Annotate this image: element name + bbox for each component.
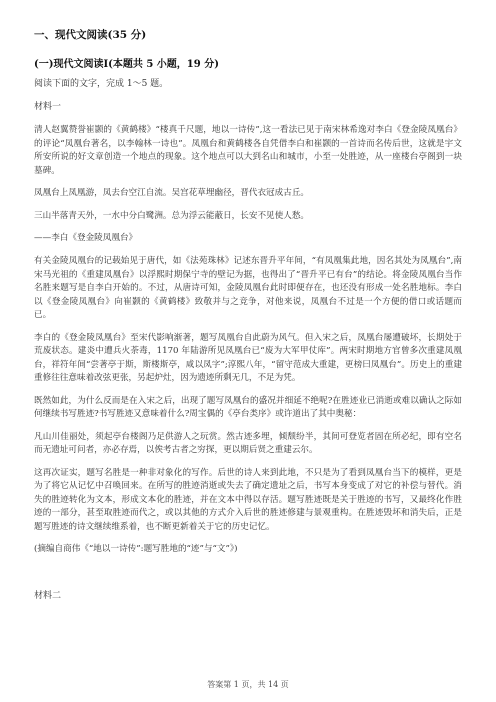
source-citation: (摘编自商伟《“地以一诗传”:题写胜地的“迹”与“文”》): [34, 544, 238, 554]
subsection-title: (一)现代文阅读Ⅰ(本题共 5 小题，19 分): [34, 59, 219, 70]
paragraph-4: 既然如此，为什么反而是在入宋之后，出现了题写凤凰台的盛况并细延不绝呢?在胜迹业已消逝或难以确认之际如何继续书写胜迹?书写胜迹又意味着什么?周宝偶的《亭台类序》或许道出了其中奥秘：: [34, 395, 462, 419]
paragraph-1: 清人赵翼赞誉崔颢的《黄鹤楼》“楼真千尺题，地以一诗传”,这一看法已见于南宋林希逸对李白《登金陵凤凰台》的评论“凤凰台著名，以李翰林一诗也”。凤凰台和黄鹤楼各自凭借李白和崔颢的一首诗而名传后世，这就是宇文所安所说的好文章创造一个地点的现象。这个地点可以大到名山和城市，小至一处胜迹，从一座楼台亭阁到一块墓碑。: [34, 125, 462, 176]
material-one-label: 材料一: [34, 102, 62, 112]
paragraph-5: 这再次证实，题写名胜是一种非对象化的写作。后世的诗人来到此地，不只是为了看到凤凰台当下的模样，更是为了将它从记忆中召唤回来。在所写的胜迹消逝或失去了确定遗址之后，书写本身变成了对它的补偿与替代。消失的胜迹转化为文本，形成文本化的胜迹，并在文本中得以存活。题写胜迹既是关于胜迹的书写，又最终化作胜迹的一部分，甚至取胜迹而代之，或以其他的方式介入后世的胜迹修建与景观重构。在胜迹毁坏和消失后，正是题写胜迹的诗文继续维系着，也不断更新着关于它的历史记忆。: [34, 467, 462, 532]
poem-line-1: 凤凰台上凤凰游，凤去台空江自流。吴宫花草埋幽径，晋代衣冠成古丘。: [34, 188, 310, 198]
poem-attribution: ——李白《登金陵凤凰台》: [34, 233, 138, 243]
instruction-text: 阅读下面的文字，完成 1～5 题。: [34, 79, 169, 89]
material-two-label: 材料二: [34, 591, 62, 601]
poem-line-2: 三山半落青天外，一水中分白鹭洲。总为浮云能蔽日，长安不见使人愁。: [34, 210, 310, 221]
page-footer: 答案第 1 页，共 14 页: [207, 680, 289, 689]
paragraph-2: 有关金陵凤凰台的记载始见于唐代，如《法苑珠林》记述东晋升平年间，“有凤凰集此地，因名其处为凤凰台”,南宋马光祖的《重建凤凰台》以浮熙时期保宁寺的壁记为据，也得出了“晋升平已有台”的结论。将金陵凤凰台当作名胜来题写是自李白开始的。不过，从唐诗可知，金陵凤凰台此时即便存在，也还没有形成一处名胜地标。李白以《登金陵凤凰台》向崔颢的《黄鹤楼》致敬并与之竞争，对他来说，凤凰台不过是一个方便的借口或话题而已。: [34, 256, 462, 320]
section-title: 一、现代文阅读(35 分): [34, 29, 147, 41]
quotation-paragraph: 凡山川佳丽处，须起亭台楼阁乃足供游人之玩赏。然古迹多埋，倾颓纷半，其间可登览者固在所必纪，即有空名而无遗址可问者，亦必存焉，以俟考古者之穷探，更以期后贤之重建云尔。: [34, 431, 462, 455]
paragraph-3: 李白的《登金陵凤凰台》至宋代影响渐著，题写凤凰台自此蔚为风气。但入宋之后，凤凰台屡遭破坏，长期处于荒废状态。建炎中遭兵火荼毒，1170 年陆游所见凤凰台已“废为大军甲仗库”。两宋时期地方官曾多次重建凤凰台，祥符年间“尝著亭于斯，斯楼斯亭，咸以凤字”;淳熙八年，“留守范成大重建，更榜曰凤凰台”。历史上的重建重修往往意味着改弦更张，另起炉灶，因为遗迹所剩无几，不足为凭。: [34, 332, 462, 383]
